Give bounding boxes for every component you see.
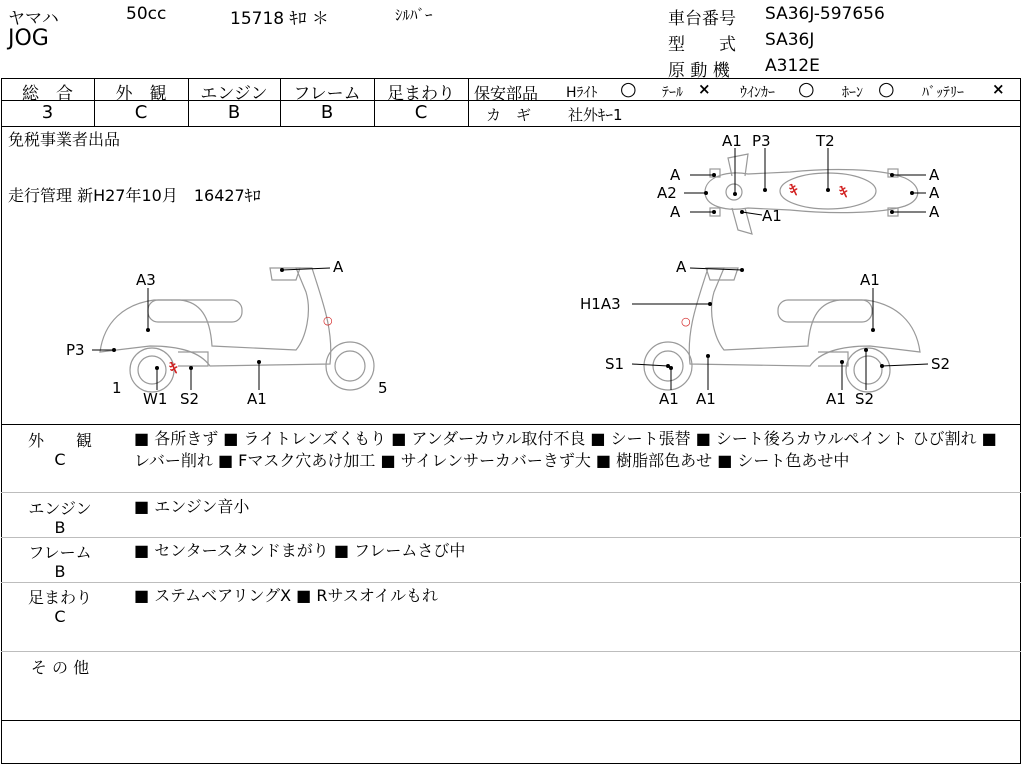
diag-label: 1 — [112, 379, 122, 397]
type-label: 型 式 — [668, 35, 736, 55]
damage-mark: ｷ — [787, 180, 801, 200]
damage-mark: ○ — [681, 315, 691, 328]
left-view-rear-hub — [138, 356, 166, 384]
divider — [1, 720, 1021, 721]
key-value: 社外ｷｰ1 — [568, 106, 623, 124]
diag-label: P3 — [66, 341, 85, 359]
engine-value: A312E — [765, 56, 820, 76]
frame-no-label: 車台番号 — [668, 9, 736, 29]
note-grade-exterior: C — [54, 450, 66, 469]
note-label-engine: エンジン — [28, 499, 92, 518]
note-label-other: そ の 他 — [30, 658, 90, 677]
diag-label: S2 — [931, 355, 951, 373]
safety-mark-horn: ○ — [878, 78, 895, 100]
diag-label: A — [333, 258, 344, 276]
diag-label: A1 — [826, 390, 846, 408]
safety-mark-headlight: ○ — [620, 78, 637, 100]
grade-value-exterior: C — [134, 102, 148, 123]
safety-item-headlight: Hﾗｲﾄ — [566, 85, 598, 101]
diag-label: A1 — [860, 271, 880, 289]
tax-free-note: 免税事業者出品 — [8, 130, 121, 149]
diag-label: A1 — [247, 390, 267, 408]
diag-label: A — [929, 166, 940, 184]
grade-label-total: 総 合 — [22, 84, 73, 104]
diag-label: A — [670, 203, 681, 221]
note-grade-frame: B — [54, 562, 66, 581]
right-view-body — [689, 268, 920, 366]
note-grade-suspension: C — [54, 607, 66, 626]
diag-label: A1 — [722, 132, 742, 150]
diag-label: A — [670, 166, 681, 184]
grade-value-total: 3 — [41, 102, 54, 123]
diag-label: A2 — [657, 184, 677, 202]
top-view-headlight — [726, 184, 742, 200]
diag-label: A3 — [136, 271, 156, 289]
diag-label: S2 — [180, 390, 200, 408]
left-view-body — [100, 268, 331, 366]
right-view-rear-wheel — [846, 348, 890, 392]
diag-label: 5 — [378, 379, 388, 397]
note-text-engine: ■ エンジン音小 — [134, 497, 250, 516]
damage-mark: ○ — [323, 314, 333, 327]
top-view-body — [705, 170, 918, 213]
note-text-exterior: ■ 各所きず ■ ライトレンズくもり ■ アンダーカウル取付不良 ■ シート張替 ■ シート後ろカウルペイント ひび割れ ■ レバー削れ ■ Fマスク穴あけ加工 ■ サイレンサーカバーきず大 ■ 樹脂部色あせ ■ シート色あせ中 — [134, 429, 997, 470]
damage-mark: ｷ — [837, 182, 851, 202]
key-label: カ ギ — [486, 106, 532, 124]
divider — [1, 424, 1021, 425]
divider — [1, 492, 1021, 493]
diag-label: W1 — [143, 390, 168, 408]
diag-label: S1 — [605, 355, 625, 373]
note-label-frame: フレーム — [28, 543, 92, 562]
grade-value-frame: B — [320, 102, 334, 123]
model-name: JOG — [8, 26, 49, 51]
divider — [1, 651, 1021, 652]
diag-label: A1 — [696, 390, 716, 408]
note-grade-engine: B — [54, 518, 66, 537]
safety-label: 保安部品 — [474, 84, 539, 103]
safety-mark-winker: ○ — [798, 78, 815, 100]
left-view-front-hub — [335, 351, 365, 381]
color: ｼﾙﾊﾞｰ — [395, 6, 433, 24]
safety-item-winker: ｳｲﾝｶｰ — [740, 85, 775, 101]
right-view-seat — [778, 300, 872, 322]
left-view-rear-wheel — [130, 348, 174, 392]
engine-label: 原 動 機 — [668, 61, 730, 81]
diag-label: H1A3 — [580, 295, 621, 313]
diag-label: T2 — [816, 132, 835, 150]
grade-label-exterior: 外 観 — [115, 84, 167, 104]
note-label-exterior: 外 観 — [27, 431, 92, 450]
note-text-suspension: ■ ステムベアリングX ■ Rサスオイルもれ — [134, 586, 439, 605]
right-view-rear-hub — [854, 356, 882, 384]
safety-mark-battery: × — [992, 80, 1005, 98]
grade-label-frame: フレーム — [293, 84, 361, 104]
damage-mark: ｷ — [167, 358, 181, 378]
grade-value-engine: B — [227, 102, 241, 123]
odometer-note: 走行管理 新H27年10月 16427ｷﾛ — [8, 186, 261, 205]
diag-label: S2 — [855, 390, 875, 408]
divider — [1, 537, 1021, 538]
note-text-frame: ■ センタースタンドまがり ■ フレームさび中 — [134, 541, 466, 560]
grade-value-suspension: C — [414, 102, 428, 123]
mileage: 15718 ｷﾛ ＊ — [230, 9, 329, 29]
diag-label: A1 — [762, 207, 782, 225]
maker: ヤマハ — [8, 9, 59, 29]
engine-cc: 50cc — [126, 4, 167, 24]
diag-label: A1 — [659, 390, 679, 408]
type-value: SA36J — [765, 30, 815, 50]
safety-mark-tail: × — [698, 80, 711, 98]
left-view-front-wheel — [326, 342, 374, 390]
safety-item-horn: ﾎｰﾝ — [842, 85, 863, 101]
right-view-muffler — [818, 352, 848, 366]
note-label-suspension: 足まわり — [27, 588, 92, 607]
left-view-seat — [148, 300, 242, 322]
grade-label-suspension: 足まわり — [387, 84, 455, 104]
frame-no: SA36J-597656 — [765, 4, 885, 24]
diag-label: A — [929, 184, 940, 202]
diag-label: P3 — [752, 132, 771, 150]
safety-item-tail: ﾃｰﾙ — [662, 85, 683, 101]
grade-label-engine: エンジン — [200, 84, 268, 104]
safety-item-battery: ﾊﾞｯﾃﾘｰ — [922, 85, 964, 101]
divider — [1, 582, 1021, 583]
diag-label: A — [929, 203, 940, 221]
diag-label: A — [676, 258, 687, 276]
